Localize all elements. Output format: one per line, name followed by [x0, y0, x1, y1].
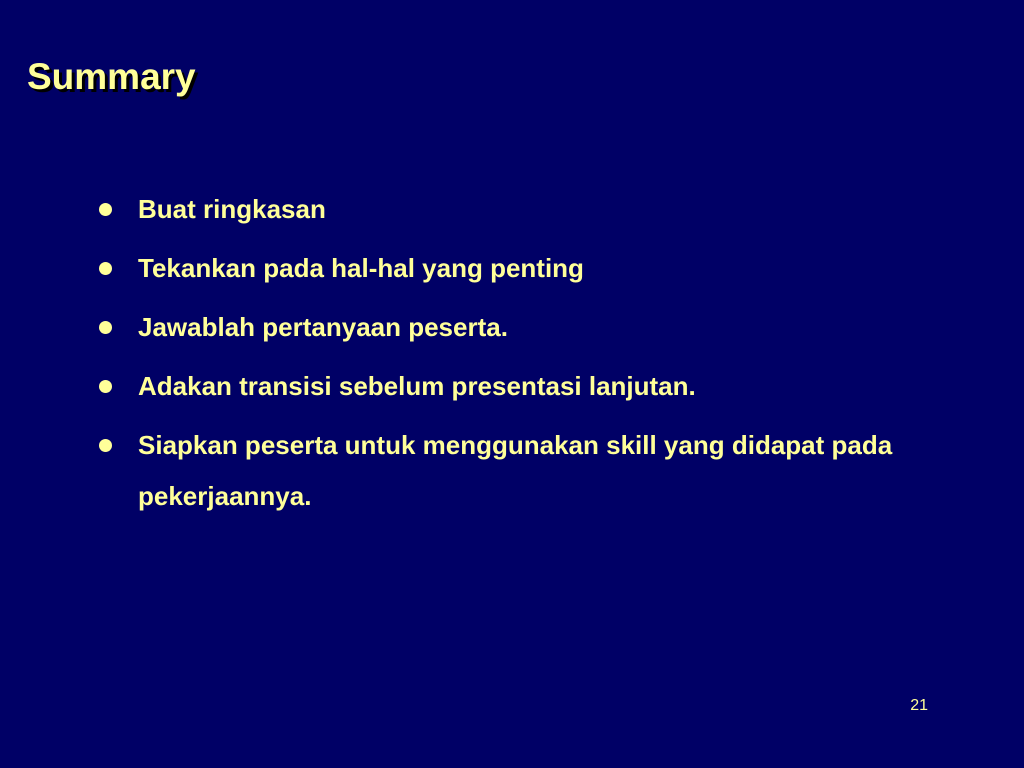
bullet-item	[96, 420, 936, 522]
bullet-text: Siapkan peserta untuk menggunakan skill yang didapat pada pekerjaannya.	[138, 430, 893, 511]
bullet-item	[96, 184, 936, 235]
bullet-text: Adakan transisi sebelum presentasi lanjutan.	[138, 371, 696, 401]
slide-title: Summary	[27, 56, 196, 97]
slide-number: 21	[910, 697, 928, 714]
bullet-dot-icon	[99, 439, 112, 452]
bullet-item	[96, 302, 936, 353]
bullet-dot-icon	[99, 262, 112, 275]
bullet-text: Tekankan pada hal-hal yang penting	[138, 253, 584, 283]
bullet-item	[96, 361, 936, 412]
bullet-item	[96, 243, 936, 294]
bullet-dot-icon	[99, 321, 112, 334]
bullet-text: Buat ringkasan	[138, 194, 326, 224]
bullet-text: Jawablah pertanyaan peserta.	[138, 312, 508, 342]
bullet-list	[96, 184, 936, 530]
bullet-dot-icon	[99, 380, 112, 393]
bullet-dot-icon	[99, 203, 112, 216]
